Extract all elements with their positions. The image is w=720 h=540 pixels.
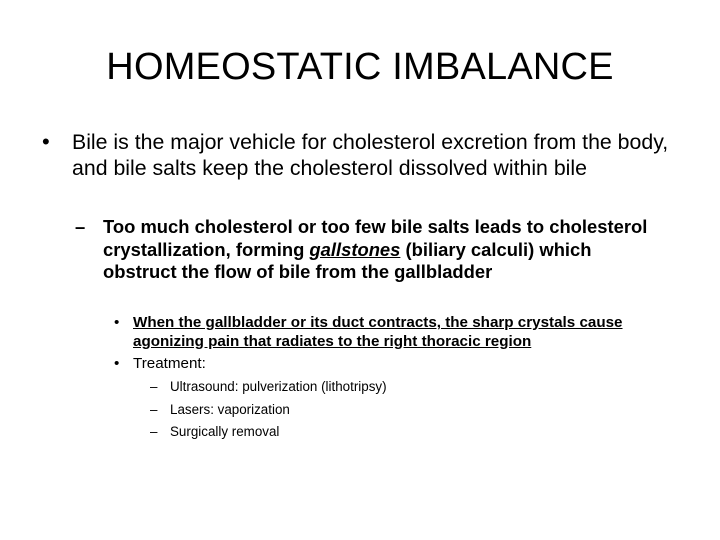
bullet-text-end: (biliary calculi) which obstruct the flow of bile from the gallbladder — [103, 238, 592, 282]
bullet-text: Bile is the major vehicle for cholesterol excretion from the body, and bile salts keep the cholesterol dissolved within bile — [72, 130, 669, 180]
bullet-gallstones — [75, 216, 663, 284]
bullet-text — [103, 216, 663, 284]
bullet-dot-icon: • — [114, 355, 120, 372]
treatment-item-surgery — [150, 423, 570, 441]
dash-icon: – — [75, 216, 86, 237]
dash-icon: – — [150, 402, 158, 417]
treatment-text: Ultrasound: pulverization (lithotripsy) — [170, 379, 387, 394]
slide-title: HOMEOSTATIC IMBALANCE — [106, 46, 614, 88]
treatment-text: Surgically removal — [170, 424, 280, 439]
bullet-dot-icon: • — [114, 314, 120, 331]
treatment-item-lasers — [150, 401, 570, 419]
bullet-text: When the gallbladder or its duct contracts, the sharp crystals cause agonizing pain that radiates to the right thoracic region — [133, 314, 623, 350]
bullet-dot-icon: • — [42, 129, 50, 154]
bullet-text-start: Too much cholesterol or too few bile salts leads to cholesterol crystallization, forming — [103, 216, 648, 260]
gallstones-term: gallstones — [309, 238, 401, 260]
dash-icon: – — [150, 424, 158, 439]
bullet-bile-vehicle — [42, 129, 692, 181]
treatment-text: Lasers: vaporization — [170, 402, 290, 417]
bullet-treatment — [114, 355, 693, 374]
treatment-item-ultrasound — [150, 378, 570, 396]
bullet-text: Treatment: — [133, 355, 206, 372]
dash-icon: – — [150, 379, 158, 394]
bullet-pain — [114, 314, 693, 351]
